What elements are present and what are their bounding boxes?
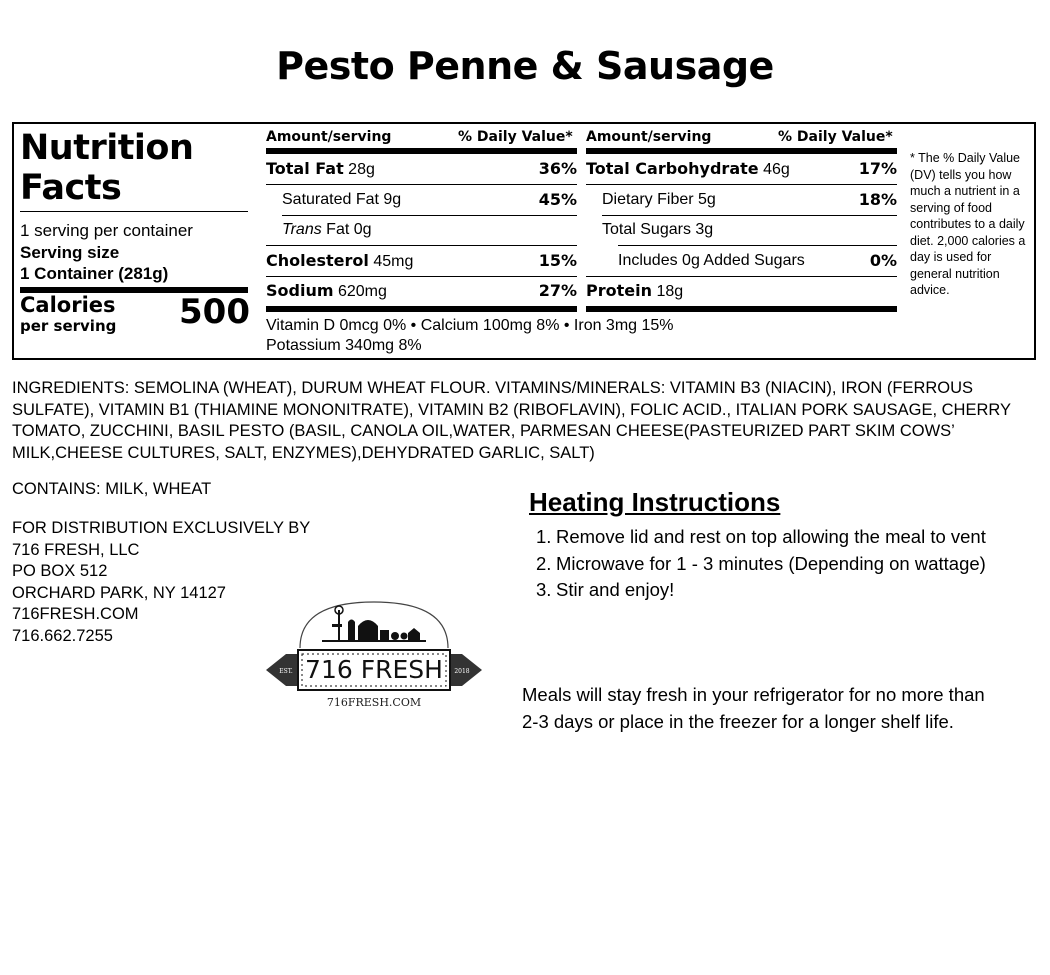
nutrient-amount: 45mg — [373, 253, 414, 270]
dist-phone: 716.662.7255 — [12, 626, 113, 645]
dist-website: 716FRESH.COM — [12, 605, 139, 623]
nutrient-dv: 27% — [538, 281, 577, 300]
bottom-rule-right — [586, 306, 897, 312]
heading-line-1: Nutrition — [20, 128, 194, 168]
farm-silhouette-icon — [322, 606, 426, 642]
ingredients-text: INGREDIENTS: SEMOLINA (WHEAT), DURUM WHEAT FLOUR. VITAMINS/MINERALS: VITAMIN B3 (NIACIN), IRON (FERROUS SULFATE), VITAMIN B1 (THIAMINE MONONITRATE), VITAMIN B2 (RIBOFLAVIN), FOLIC ACID., ITALIAN PORK SAUSAGE, CHERRY TOMATO, ZUCCHINI, BASIL PESTO (BASIL, CANOLA OIL,WATER, PARMESAN CHEESE(PASTEURIZED PART SKIM COWS’ MILK,CHEESE CULTURES, SALT, ENZYMES),DEHYDRATED GARLIC, SALT) — [12, 379, 1011, 462]
right-amount-header: Amount/serving — [586, 129, 712, 145]
calories-sub: per serving — [20, 317, 117, 335]
row-total-sugars — [602, 215, 897, 245]
nutrient-name: Total Sugars — [602, 221, 691, 238]
row-total-fat — [266, 154, 577, 184]
bottom-rule-left — [266, 306, 577, 312]
calories-value: 500 — [179, 292, 250, 332]
product-title: Pesto Penne & Sausage — [276, 44, 774, 88]
daily-value-footnote: * The % Daily Value (DV) tells you how much a nutrient in a serving of food contributes to a daily diet. 2,000 calories a day is used for general nutrition advice. — [910, 151, 1026, 297]
heating-step — [536, 551, 986, 578]
dist-company: 716 FRESH, LLC — [12, 540, 140, 559]
step-number: 3. — [536, 579, 552, 600]
nutrient-amount: 18g — [656, 283, 684, 300]
logo-est: EST. — [279, 668, 293, 675]
vitamins-line-1: Vitamin D 0mcg 0% • Calcium 100mg 8% • Iron 3mg 15% — [266, 317, 674, 334]
nutrient-name: Total Carbohydrate — [586, 159, 759, 178]
logo-brand: 716 FRESH — [305, 655, 443, 684]
heating-instructions-title: Heating Instructions — [529, 487, 781, 517]
nutrient-name: Dietary Fiber — [602, 191, 694, 208]
step-number: 2. — [536, 552, 552, 574]
nutrient-name: Includes 0g Added Sugars — [618, 252, 805, 269]
nutrient-amount: 5g — [698, 191, 716, 208]
row-dietary-fiber — [602, 185, 897, 215]
nutrient-amount: 620mg — [337, 283, 387, 300]
nutrient-amount: 9g — [383, 191, 402, 208]
heating-step — [536, 524, 986, 551]
nutrient-name: Sodium — [266, 281, 334, 300]
nutrient-amount: Fat 0g — [326, 221, 372, 238]
row-sodium — [266, 276, 577, 306]
heating-step — [536, 577, 986, 604]
heading-line-2: Facts — [20, 168, 122, 208]
dist-city: ORCHARD PARK, NY 14127 — [12, 583, 226, 602]
step-number: 1. — [536, 526, 552, 547]
nutrient-dv: 18% — [858, 190, 897, 209]
logo-year: 2018 — [454, 668, 470, 675]
row-cholesterol — [266, 246, 577, 276]
row-total-carbohydrate — [586, 154, 897, 184]
nutrient-name: Trans — [282, 221, 322, 238]
dist-line: FOR DISTRIBUTION EXCLUSIVELY BY — [12, 519, 311, 537]
nutrient-name: Cholesterol — [266, 251, 369, 270]
servings-per-container: 1 serving per container — [20, 221, 193, 240]
serving-size-label: Serving size — [20, 243, 120, 262]
vitamins-line-2: Potassium 340mg 8% — [266, 337, 422, 354]
calories-label: Calories — [20, 293, 116, 317]
allergen-statement: CONTAINS: MILK, WHEAT — [12, 480, 212, 498]
storage-note: Meals will stay fresh in your refrigerator for no more than 2-3 days or place in the freezer for a longer shelf life. — [522, 684, 985, 732]
nutrient-dv: 17% — [858, 159, 897, 178]
row-trans-fat — [282, 215, 577, 245]
row-saturated-fat — [282, 185, 577, 215]
nutrient-dv: 45% — [538, 190, 577, 209]
nutrient-name: Total Fat — [266, 159, 344, 178]
divider — [20, 211, 248, 212]
nutrient-amount: 46g — [763, 161, 790, 178]
716-fresh-logo — [262, 598, 486, 713]
nutrient-dv: 15% — [538, 251, 577, 270]
left-dv-header: % Daily Value* — [458, 129, 573, 145]
row-added-sugars — [618, 246, 897, 276]
nutrient-amount: 3g — [695, 221, 714, 238]
step-text: Microwave for 1 - 3 minutes (Depending on wattage) — [556, 552, 986, 574]
nutrient-dv: 0% — [869, 251, 897, 270]
dist-po-box: PO BOX 512 — [12, 562, 108, 580]
heating-steps-list — [536, 524, 986, 604]
logo-url: 716FRESH.COM — [326, 696, 422, 709]
left-amount-header: Amount/serving — [266, 129, 392, 145]
nutrient-dv: 36% — [538, 159, 577, 178]
serving-size-value: 1 Container (281g) — [20, 264, 169, 283]
nutrient-amount: 28g — [348, 161, 375, 178]
row-protein — [586, 276, 897, 306]
nutrient-name: Protein — [586, 281, 652, 300]
nutrition-facts-panel — [12, 122, 1036, 360]
right-dv-header: % Daily Value* — [778, 129, 893, 145]
step-text: Remove lid and rest on top allowing the meal to vent — [556, 526, 986, 547]
nutrition-facts-heading — [20, 128, 193, 208]
step-text: Stir and enjoy! — [556, 579, 675, 600]
nutrient-name: Saturated Fat — [282, 191, 379, 208]
